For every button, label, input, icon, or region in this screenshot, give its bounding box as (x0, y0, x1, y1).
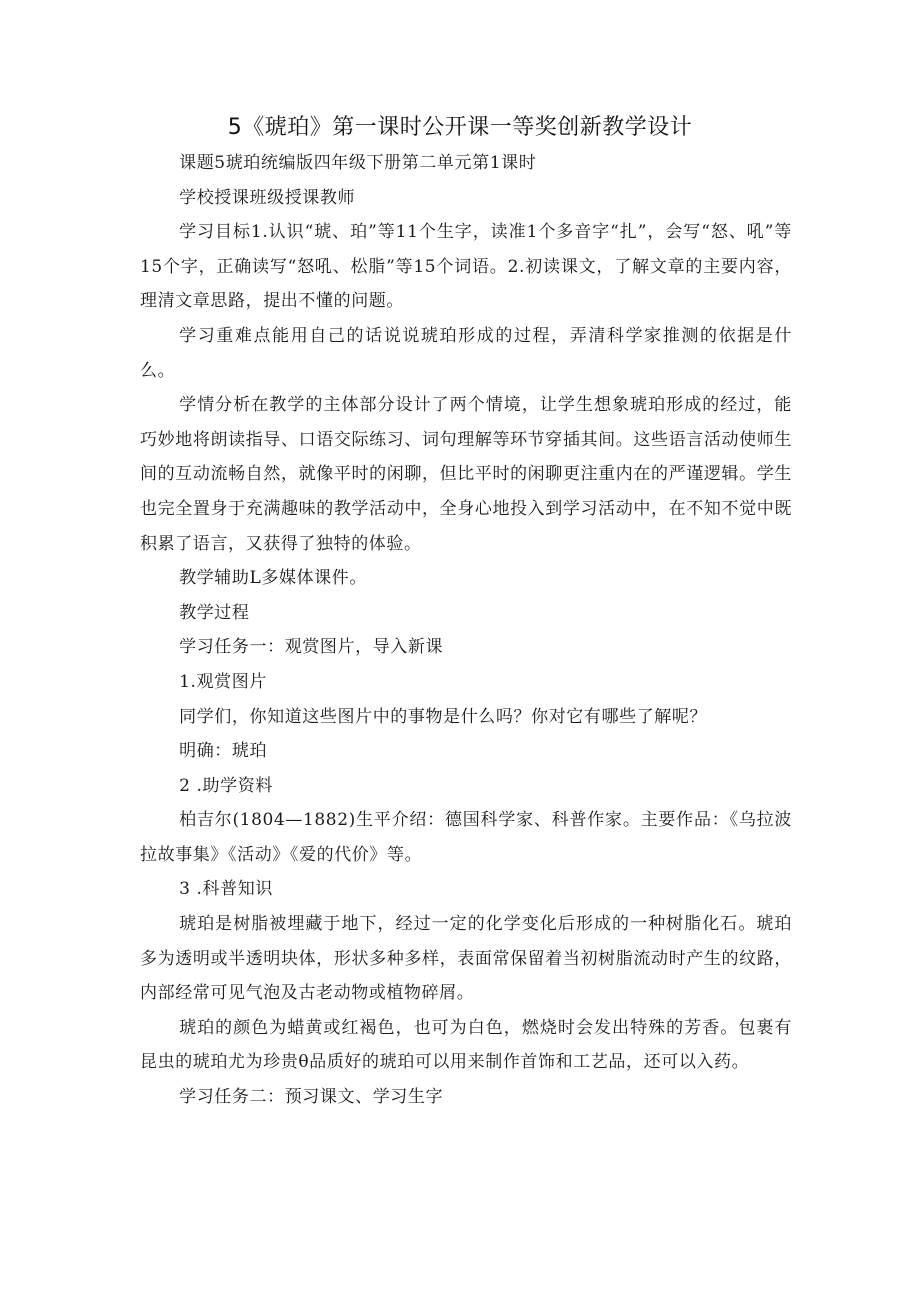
key-difficulties-paragraph: 学习重难点能用自己的话说说琥珀形成的过程，弄清科学家推测的依据是什么。 (140, 325, 792, 381)
school-class-teacher-paragraph: 学校授课班级授课教师 (179, 187, 356, 208)
amber-definition-paragraph: 琥珀是树脂被埋藏于地下，经过一定的化学变化后形成的一种树脂化石。琥珀多为透明或半透明块体，形状多种多样，表面常保留着当初树脂流动时产生的纹路，内部经常可见气泡及古老动物或植物碎屑。 (140, 914, 792, 1004)
step-view-pictures: 1.观赏图片 (179, 671, 267, 692)
document-title: 5《琥珀》第一课时公开课一等奖创新教学设计 (227, 115, 693, 140)
student-analysis-paragraph: 学情分析在教学的主体部分设计了两个情境，让学生想象琥珀形成的经过，能巧妙地将朗读指导、口语交际练习、词句理解等环节穿插其间。这些语言活动使师生间的互动流畅自然，就像平时的闲聊，但比平时的闲聊更注重内在的严谨逻辑。学生也完全置身于充满趣味的教学活动中，全身心地投入到学习活动中，在不知不觉中既积累了语言，又获得了独特的体验。 (140, 395, 792, 554)
task-two-heading: 学习任务二：预习课文、学习生字 (179, 1087, 444, 1108)
lesson-info-paragraph: 课题5琥珀统编版四年级下册第二单元第1课时 (179, 153, 537, 173)
learning-goals-paragraph: 学习目标1.认识“琥、珀”等11个生字，读准1个多音字“扎”，会写“怒、吼”等15个字，正确读写“怒吼、松脂”等15个词语。2.初读课文，了解文章的主要内容，理清文章思路，提出不懂的问题。 (140, 222, 792, 312)
author-intro-paragraph: 柏吉尔(1804—1882)生平介绍：德国科学家、科普作家。主要作品：《乌拉波拉故事集》《活动》《爱的代价》等。 (140, 810, 792, 865)
document-body (140, 146, 792, 1115)
teaching-process-heading: 教学过程 (179, 602, 250, 623)
teaching-aids-paragraph: 教学辅助L多媒体课件。 (179, 568, 367, 589)
task-one-heading: 学习任务一：观赏图片，导入新课 (179, 637, 444, 658)
answer-paragraph: 明确：琥珀 (179, 741, 268, 762)
step-science-knowledge: 3 .科普知识 (179, 879, 273, 900)
step-study-materials: 2 .助学资料 (179, 775, 273, 796)
amber-color-paragraph: 琥珀的颜色为蜡黄或红褐色，也可为白色，燃烧时会发出特殊的芳香。包裹有昆虫的琥珀尤为珍贵θ品质好的琥珀可以用来制作首饰和工艺品，还可以入药。 (140, 1017, 792, 1073)
question-paragraph: 同学们，你知道这些图片中的事物是什么吗？你对它有哪些了解呢？ (179, 706, 708, 727)
